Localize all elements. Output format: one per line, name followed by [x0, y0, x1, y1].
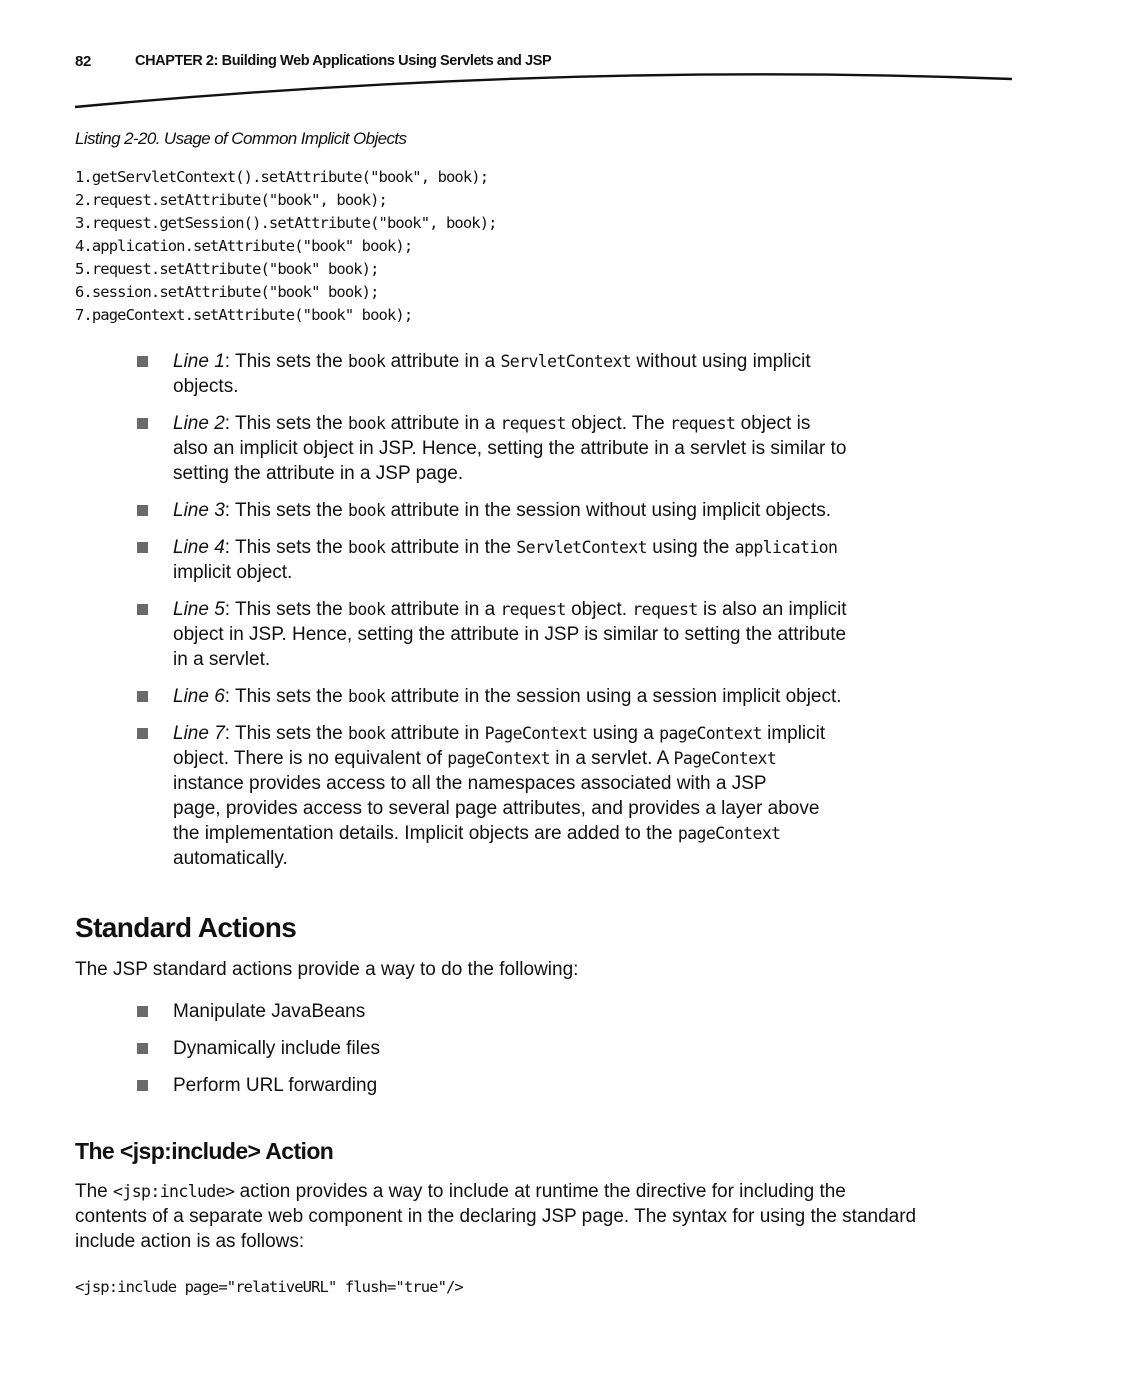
square-bullet-icon [137, 1006, 148, 1017]
list-item: Line 5: This sets the book attribute in a request object. request is also an implicit object in JSP. Hence, setting the attribute in JSP is similar to setting the attribute in a servlet. [137, 597, 937, 672]
standard-actions-list [137, 999, 937, 1110]
line-label: Line 6 [173, 686, 225, 707]
code-term: pageContext [447, 749, 550, 768]
square-bullet-icon [137, 604, 148, 615]
list-item [137, 1073, 937, 1098]
square-bullet-icon [137, 542, 148, 553]
list-item: Line 7: This sets the book attribute in PageContext using a pageContext implicit object. There is no equivalent of pageContext in a servlet. A PageContext instance provides access to all the namespaces associated with a JSP page, provides access to several page attributes, and provides a layer above the implementation details. Implicit objects are added to the pageContext automatically. [137, 721, 937, 871]
code-term: request [500, 600, 566, 619]
list-item-text: Perform URL forwarding [173, 1075, 378, 1096]
square-bullet-icon [137, 356, 148, 367]
list-item: Line 1: This sets the book attribute in a ServletContext without using implicit objects. [137, 349, 937, 399]
code-term: request [632, 600, 698, 619]
code-term: book [347, 501, 386, 520]
page-number: 82 [75, 53, 92, 70]
list-item: Line 3: This sets the book attribute in the session without using implicit objects. [137, 498, 937, 523]
code-line: 7.pageContext.setAttribute("book" book); [75, 306, 413, 324]
square-bullet-icon [137, 418, 148, 429]
square-bullet-icon [137, 728, 148, 739]
square-bullet-icon [137, 1043, 148, 1054]
code-line: 1.getServletContext().setAttribute("book", book); [75, 168, 489, 186]
syntax-code: <jsp:include page="relativeURL" flush="true"/> [75, 1278, 463, 1296]
list-item [137, 1036, 937, 1061]
chapter-title: CHAPTER 2: Building Web Applications Using Servlets and JSP [135, 53, 552, 69]
list-item: Line 4: This sets the book attribute in the ServletContext using the application implicit object. [137, 535, 937, 585]
header-rule [0, 0, 1125, 120]
section-heading: Standard Actions [75, 912, 297, 943]
list-item: Line 6: This sets the book attribute in the session using a session implicit object. [137, 684, 937, 709]
code-term: book [347, 352, 386, 371]
code-term: book [347, 538, 386, 557]
code-term: PageContext [673, 749, 777, 768]
code-term: pageContext [677, 824, 781, 843]
line-label: Line 7 [173, 723, 225, 744]
code-term: request [670, 414, 736, 433]
code-term: PageContext [484, 724, 588, 743]
list-item-text: Dynamically include files [173, 1038, 380, 1059]
code-term: book [347, 600, 386, 619]
square-bullet-icon [137, 505, 148, 516]
code-line: 5.request.setAttribute("book" book); [75, 260, 379, 278]
code-term: ServletContext [500, 352, 632, 371]
code-term: request [500, 414, 566, 433]
code-term: pageContext [659, 724, 762, 743]
square-bullet-icon [137, 1080, 148, 1091]
code-line: 3.request.getSession().setAttribute("book", book); [75, 214, 497, 232]
line-label: Line 1 [173, 351, 225, 372]
line-label: Line 3 [173, 500, 225, 521]
code-line: 2.request.setAttribute("book", book); [75, 191, 387, 209]
code-term: book [347, 687, 386, 706]
list-item: Line 2: This sets the book attribute in a request object. The request object is also an implicit object in JSP. Hence, setting the attribute in a servlet is similar to setting the attribute in a JSP page. [137, 411, 937, 486]
code-term: book [347, 724, 386, 743]
code-listing [75, 166, 497, 327]
code-term: application [734, 538, 838, 557]
code-term: book [347, 414, 386, 433]
line-label: Line 4 [173, 537, 225, 558]
subsection-heading: The <jsp:include> Action [75, 1138, 334, 1164]
listing-caption: Listing 2-20. Usage of Common Implicit Objects [75, 129, 407, 148]
include-action-paragraph: The <jsp:include> action provides a way to include at runtime the directive for including the contents of a separate web component in the declaring JSP page. The syntax for using the standard include action is as follows: [75, 1181, 917, 1252]
code-line: 4.application.setAttribute("book" book); [75, 237, 413, 255]
line-notes-list [137, 349, 937, 883]
line-label: Line 2 [173, 413, 225, 434]
list-item [137, 999, 937, 1024]
list-item-text: Manipulate JavaBeans [173, 1001, 366, 1022]
square-bullet-icon [137, 691, 148, 702]
standard-actions-intro: The JSP standard actions provide a way to do the following: [75, 959, 579, 980]
code-term: ServletContext [516, 538, 647, 557]
line-label: Line 5 [173, 599, 225, 620]
code-line: 6.session.setAttribute("book" book); [75, 283, 379, 301]
code-term: <jsp:include> [113, 1182, 235, 1201]
